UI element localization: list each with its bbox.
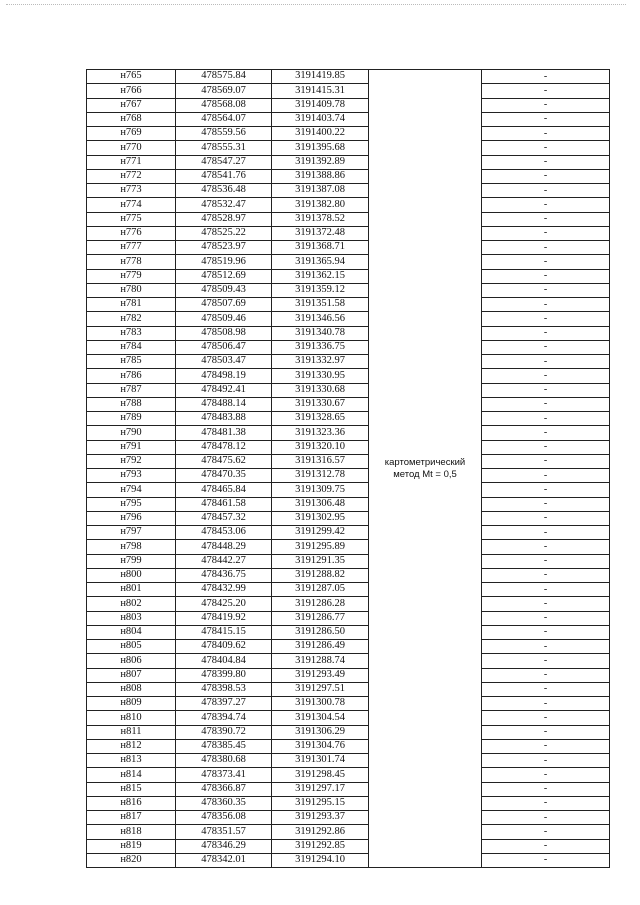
accuracy-cell: -	[482, 412, 610, 426]
coord-x-cell: 478509.46	[176, 312, 272, 326]
point-name-cell: н790	[87, 426, 176, 440]
point-name-cell: н795	[87, 497, 176, 511]
point-name-cell: н797	[87, 526, 176, 540]
accuracy-cell: -	[482, 697, 610, 711]
accuracy-cell: -	[482, 340, 610, 354]
point-name-cell: н788	[87, 397, 176, 411]
point-name-cell: н820	[87, 853, 176, 867]
table-row	[87, 127, 610, 141]
coord-y-cell: 3191415.31	[272, 84, 369, 98]
coord-y-cell: 3191351.58	[272, 298, 369, 312]
point-name-cell: н767	[87, 98, 176, 112]
coord-y-cell: 3191302.95	[272, 511, 369, 525]
coord-y-cell: 3191286.50	[272, 625, 369, 639]
coord-x-cell: 478385.45	[176, 739, 272, 753]
coord-x-cell: 478569.07	[176, 84, 272, 98]
coord-x-cell: 478356.08	[176, 811, 272, 825]
method-note-line2: метод Mt = 0,5	[393, 468, 457, 480]
point-name-cell: н805	[87, 640, 176, 654]
point-name-cell: н801	[87, 583, 176, 597]
table-row	[87, 625, 610, 639]
point-name-cell: н803	[87, 611, 176, 625]
table-row	[87, 725, 610, 739]
point-name-cell: н792	[87, 454, 176, 468]
accuracy-cell: -	[482, 469, 610, 483]
point-name-cell: н777	[87, 241, 176, 255]
table-row	[87, 825, 610, 839]
coord-x-cell: 478436.75	[176, 568, 272, 582]
point-name-cell: н789	[87, 412, 176, 426]
coord-x-cell: 478342.01	[176, 853, 272, 867]
coordinates-table-body	[87, 70, 610, 868]
point-name-cell: н773	[87, 184, 176, 198]
coord-x-cell: 478425.20	[176, 597, 272, 611]
coord-y-cell: 3191365.94	[272, 255, 369, 269]
accuracy-cell: -	[482, 682, 610, 696]
coord-x-cell: 478346.29	[176, 839, 272, 853]
accuracy-cell: -	[482, 754, 610, 768]
coord-x-cell: 478419.92	[176, 611, 272, 625]
table-row	[87, 454, 610, 468]
coord-x-cell: 478461.58	[176, 497, 272, 511]
coord-y-cell: 3191286.49	[272, 640, 369, 654]
coord-y-cell: 3191382.80	[272, 198, 369, 212]
table-row	[87, 682, 610, 696]
accuracy-cell: -	[482, 212, 610, 226]
coord-y-cell: 3191378.52	[272, 212, 369, 226]
coord-x-cell: 478575.84	[176, 70, 272, 84]
coord-y-cell: 3191297.17	[272, 782, 369, 796]
table-row	[87, 340, 610, 354]
coord-x-cell: 478448.29	[176, 540, 272, 554]
coord-x-cell: 478512.69	[176, 269, 272, 283]
coord-y-cell: 3191286.77	[272, 611, 369, 625]
coord-x-cell: 478564.07	[176, 112, 272, 126]
coord-x-cell: 478568.08	[176, 98, 272, 112]
accuracy-cell: -	[482, 526, 610, 540]
coord-y-cell: 3191306.29	[272, 725, 369, 739]
table-row	[87, 369, 610, 383]
coord-y-cell: 3191320.10	[272, 440, 369, 454]
method-note-cell	[369, 70, 482, 868]
table-row	[87, 98, 610, 112]
table-row	[87, 298, 610, 312]
accuracy-cell: -	[482, 298, 610, 312]
point-name-cell: н783	[87, 326, 176, 340]
accuracy-cell: -	[482, 497, 610, 511]
coord-y-cell: 3191292.85	[272, 839, 369, 853]
coord-x-cell: 478470.35	[176, 469, 272, 483]
table-row	[87, 782, 610, 796]
point-name-cell: н781	[87, 298, 176, 312]
point-name-cell: н815	[87, 782, 176, 796]
accuracy-cell: -	[482, 853, 610, 867]
point-name-cell: н776	[87, 226, 176, 240]
accuracy-cell: -	[482, 255, 610, 269]
point-name-cell: н768	[87, 112, 176, 126]
point-name-cell: н779	[87, 269, 176, 283]
coord-y-cell: 3191293.49	[272, 668, 369, 682]
table-row	[87, 839, 610, 853]
table-row	[87, 739, 610, 753]
accuracy-cell: -	[482, 369, 610, 383]
coord-y-cell: 3191288.82	[272, 568, 369, 582]
table-row	[87, 568, 610, 582]
coord-x-cell: 478442.27	[176, 554, 272, 568]
table-row	[87, 383, 610, 397]
accuracy-cell: -	[482, 84, 610, 98]
accuracy-cell: -	[482, 511, 610, 525]
point-name-cell: н782	[87, 312, 176, 326]
accuracy-cell: -	[482, 640, 610, 654]
table-row	[87, 426, 610, 440]
accuracy-cell: -	[482, 483, 610, 497]
accuracy-cell: -	[482, 554, 610, 568]
accuracy-cell: -	[482, 440, 610, 454]
coord-x-cell: 478351.57	[176, 825, 272, 839]
accuracy-cell: -	[482, 312, 610, 326]
coord-y-cell: 3191330.95	[272, 369, 369, 383]
accuracy-cell: -	[482, 454, 610, 468]
coord-x-cell: 478541.76	[176, 169, 272, 183]
accuracy-cell: -	[482, 739, 610, 753]
table-row	[87, 155, 610, 169]
point-name-cell: н765	[87, 70, 176, 84]
point-name-cell: н813	[87, 754, 176, 768]
point-name-cell: н809	[87, 697, 176, 711]
coord-y-cell: 3191304.54	[272, 711, 369, 725]
coord-y-cell: 3191301.74	[272, 754, 369, 768]
coord-x-cell: 478525.22	[176, 226, 272, 240]
table-row	[87, 640, 610, 654]
point-name-cell: н798	[87, 540, 176, 554]
accuracy-cell: -	[482, 725, 610, 739]
coord-x-cell: 478478.12	[176, 440, 272, 454]
point-name-cell: н800	[87, 568, 176, 582]
coord-x-cell: 478528.97	[176, 212, 272, 226]
coord-y-cell: 3191295.89	[272, 540, 369, 554]
coord-y-cell: 3191368.71	[272, 241, 369, 255]
method-note-line1: картометрический	[384, 456, 466, 468]
table-row	[87, 169, 610, 183]
coord-x-cell: 478399.80	[176, 668, 272, 682]
table-row	[87, 198, 610, 212]
point-name-cell: н775	[87, 212, 176, 226]
point-name-cell: н780	[87, 283, 176, 297]
coord-x-cell: 478394.74	[176, 711, 272, 725]
point-name-cell: н791	[87, 440, 176, 454]
coord-y-cell: 3191293.37	[272, 811, 369, 825]
coord-y-cell: 3191330.67	[272, 397, 369, 411]
accuracy-cell: -	[482, 611, 610, 625]
coord-y-cell: 3191286.28	[272, 597, 369, 611]
coord-x-cell: 478508.98	[176, 326, 272, 340]
accuracy-cell: -	[482, 98, 610, 112]
point-name-cell: н794	[87, 483, 176, 497]
accuracy-cell: -	[482, 597, 610, 611]
coord-x-cell: 478457.32	[176, 511, 272, 525]
coord-y-cell: 3191292.86	[272, 825, 369, 839]
point-name-cell: н778	[87, 255, 176, 269]
point-name-cell: н811	[87, 725, 176, 739]
point-name-cell: н799	[87, 554, 176, 568]
point-name-cell: н819	[87, 839, 176, 853]
coord-x-cell: 478432.99	[176, 583, 272, 597]
accuracy-cell: -	[482, 397, 610, 411]
coord-y-cell: 3191362.15	[272, 269, 369, 283]
table-row	[87, 255, 610, 269]
coord-x-cell: 478366.87	[176, 782, 272, 796]
coord-y-cell: 3191299.42	[272, 526, 369, 540]
coord-x-cell: 478380.68	[176, 754, 272, 768]
coord-x-cell: 478498.19	[176, 369, 272, 383]
coord-y-cell: 3191323.36	[272, 426, 369, 440]
accuracy-cell: -	[482, 668, 610, 682]
coord-x-cell: 478519.96	[176, 255, 272, 269]
table-row	[87, 141, 610, 155]
coord-y-cell: 3191392.89	[272, 155, 369, 169]
accuracy-cell: -	[482, 355, 610, 369]
coord-x-cell: 478492.41	[176, 383, 272, 397]
coord-x-cell: 478507.69	[176, 298, 272, 312]
accuracy-cell: -	[482, 811, 610, 825]
point-name-cell: н793	[87, 469, 176, 483]
table-row	[87, 754, 610, 768]
table-row	[87, 483, 610, 497]
accuracy-cell: -	[482, 70, 610, 84]
coord-x-cell: 478536.48	[176, 184, 272, 198]
table-row	[87, 611, 610, 625]
table-row	[87, 355, 610, 369]
table-row	[87, 853, 610, 867]
point-name-cell: н814	[87, 768, 176, 782]
table-row	[87, 711, 610, 725]
accuracy-cell: -	[482, 241, 610, 255]
coord-y-cell: 3191295.15	[272, 796, 369, 810]
point-name-cell: н817	[87, 811, 176, 825]
accuracy-cell: -	[482, 383, 610, 397]
accuracy-cell: -	[482, 782, 610, 796]
accuracy-cell: -	[482, 711, 610, 725]
coord-y-cell: 3191316.57	[272, 454, 369, 468]
table-row	[87, 212, 610, 226]
coord-x-cell: 478488.14	[176, 397, 272, 411]
coord-x-cell: 478465.84	[176, 483, 272, 497]
point-name-cell: н806	[87, 654, 176, 668]
coord-x-cell: 478506.47	[176, 340, 272, 354]
table-row	[87, 269, 610, 283]
coord-x-cell: 478475.62	[176, 454, 272, 468]
coord-y-cell: 3191332.97	[272, 355, 369, 369]
coord-x-cell: 478398.53	[176, 682, 272, 696]
coord-y-cell: 3191359.12	[272, 283, 369, 297]
table-row	[87, 526, 610, 540]
coord-y-cell: 3191395.68	[272, 141, 369, 155]
point-name-cell: н818	[87, 825, 176, 839]
coord-y-cell: 3191340.78	[272, 326, 369, 340]
point-name-cell: н770	[87, 141, 176, 155]
coord-x-cell: 478523.97	[176, 241, 272, 255]
coord-y-cell: 3191328.65	[272, 412, 369, 426]
table-row	[87, 440, 610, 454]
table-row	[87, 70, 610, 84]
table-row	[87, 184, 610, 198]
accuracy-cell: -	[482, 198, 610, 212]
point-name-cell: н772	[87, 169, 176, 183]
coord-x-cell: 478453.06	[176, 526, 272, 540]
table-row	[87, 668, 610, 682]
accuracy-cell: -	[482, 540, 610, 554]
accuracy-cell: -	[482, 625, 610, 639]
coord-x-cell: 478509.43	[176, 283, 272, 297]
point-name-cell: н796	[87, 511, 176, 525]
table-row	[87, 583, 610, 597]
scan-header-artifact	[6, 4, 626, 11]
point-name-cell: н785	[87, 355, 176, 369]
coord-x-cell: 478503.47	[176, 355, 272, 369]
table-row	[87, 312, 610, 326]
point-name-cell: н784	[87, 340, 176, 354]
accuracy-cell: -	[482, 283, 610, 297]
table-row	[87, 397, 610, 411]
accuracy-cell: -	[482, 226, 610, 240]
coord-x-cell: 478547.27	[176, 155, 272, 169]
table-row	[87, 412, 610, 426]
accuracy-cell: -	[482, 426, 610, 440]
coord-y-cell: 3191287.05	[272, 583, 369, 597]
coord-x-cell: 478415.15	[176, 625, 272, 639]
table-row	[87, 697, 610, 711]
coord-y-cell: 3191403.74	[272, 112, 369, 126]
table-row	[87, 112, 610, 126]
coordinates-table	[86, 69, 610, 868]
coord-x-cell: 478559.56	[176, 127, 272, 141]
accuracy-cell: -	[482, 796, 610, 810]
coord-y-cell: 3191309.75	[272, 483, 369, 497]
coord-y-cell: 3191346.56	[272, 312, 369, 326]
coord-y-cell: 3191409.78	[272, 98, 369, 112]
point-name-cell: н816	[87, 796, 176, 810]
coord-y-cell: 3191300.78	[272, 697, 369, 711]
point-name-cell: н774	[87, 198, 176, 212]
coord-y-cell: 3191312.78	[272, 469, 369, 483]
table-row	[87, 241, 610, 255]
table-row	[87, 497, 610, 511]
coord-x-cell: 478555.31	[176, 141, 272, 155]
coord-x-cell: 478409.62	[176, 640, 272, 654]
point-name-cell: н812	[87, 739, 176, 753]
table-row	[87, 511, 610, 525]
coord-x-cell: 478397.27	[176, 697, 272, 711]
accuracy-cell: -	[482, 141, 610, 155]
point-name-cell: н787	[87, 383, 176, 397]
table-row	[87, 554, 610, 568]
point-name-cell: н769	[87, 127, 176, 141]
coord-x-cell: 478390.72	[176, 725, 272, 739]
coord-y-cell: 3191372.48	[272, 226, 369, 240]
coord-y-cell: 3191304.76	[272, 739, 369, 753]
coord-y-cell: 3191291.35	[272, 554, 369, 568]
coord-x-cell: 478360.35	[176, 796, 272, 810]
coord-y-cell: 3191330.68	[272, 383, 369, 397]
coord-y-cell: 3191306.48	[272, 497, 369, 511]
coord-y-cell: 3191388.86	[272, 169, 369, 183]
point-name-cell: н786	[87, 369, 176, 383]
coord-y-cell: 3191294.10	[272, 853, 369, 867]
coord-y-cell: 3191400.22	[272, 127, 369, 141]
table-row	[87, 84, 610, 98]
point-name-cell: н808	[87, 682, 176, 696]
coord-x-cell: 478373.41	[176, 768, 272, 782]
coord-y-cell: 3191387.08	[272, 184, 369, 198]
coord-x-cell: 478481.38	[176, 426, 272, 440]
coord-y-cell: 3191298.45	[272, 768, 369, 782]
coord-y-cell: 3191336.75	[272, 340, 369, 354]
accuracy-cell: -	[482, 112, 610, 126]
point-name-cell: н810	[87, 711, 176, 725]
coord-x-cell: 478532.47	[176, 198, 272, 212]
table-row	[87, 654, 610, 668]
point-name-cell: н766	[87, 84, 176, 98]
accuracy-cell: -	[482, 184, 610, 198]
accuracy-cell: -	[482, 169, 610, 183]
table-row	[87, 540, 610, 554]
coord-x-cell: 478483.88	[176, 412, 272, 426]
coord-y-cell: 3191419.85	[272, 70, 369, 84]
table-row	[87, 768, 610, 782]
table-row	[87, 283, 610, 297]
accuracy-cell: -	[482, 654, 610, 668]
accuracy-cell: -	[482, 155, 610, 169]
coord-y-cell: 3191297.51	[272, 682, 369, 696]
accuracy-cell: -	[482, 825, 610, 839]
point-name-cell: н807	[87, 668, 176, 682]
accuracy-cell: -	[482, 568, 610, 582]
table-row	[87, 469, 610, 483]
accuracy-cell: -	[482, 269, 610, 283]
accuracy-cell: -	[482, 768, 610, 782]
accuracy-cell: -	[482, 839, 610, 853]
point-name-cell: н802	[87, 597, 176, 611]
table-row	[87, 226, 610, 240]
accuracy-cell: -	[482, 326, 610, 340]
table-row	[87, 796, 610, 810]
coord-y-cell: 3191288.74	[272, 654, 369, 668]
coord-x-cell: 478404.84	[176, 654, 272, 668]
accuracy-cell: -	[482, 127, 610, 141]
point-name-cell: н804	[87, 625, 176, 639]
accuracy-cell: -	[482, 583, 610, 597]
table-row	[87, 811, 610, 825]
point-name-cell: н771	[87, 155, 176, 169]
table-row	[87, 597, 610, 611]
table-row	[87, 326, 610, 340]
